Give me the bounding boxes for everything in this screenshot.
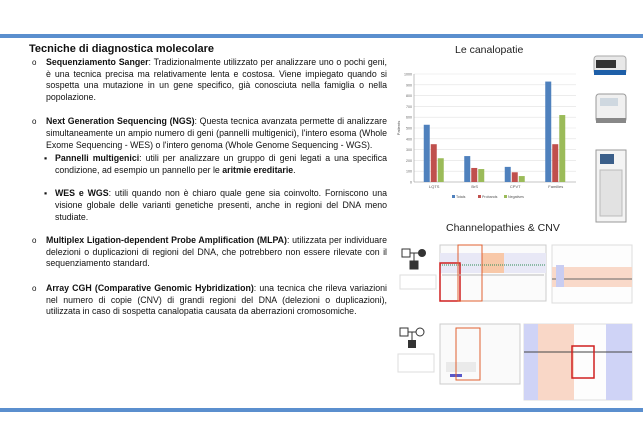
item-text: : utilizzata per individuare delezioni o duplicazioni di regioni del DNA, che potrebbero non essere rilevate con il sequenziamento standard. [46, 235, 388, 269]
sub-text-end: . [293, 164, 296, 175]
list-item-array-cgh [29, 283, 387, 318]
bar [478, 169, 484, 182]
bar [559, 115, 565, 182]
x-tick-label: BrS [471, 184, 479, 189]
y-tick-label: 500 [406, 126, 412, 131]
y-tick-label: 0 [410, 180, 412, 185]
item-text: : Tradizionalmente utilizzato per analizzare uno o pochi geni, è una tecnica precisa ma relativamente lenta e costosa. Viene impiegato quando si sospetta una mutazione in un gene specifico, già conosciuta nella famiglia o nella popolazione. [46, 57, 387, 102]
bottom-divider [0, 408, 643, 412]
bar-chart [394, 68, 584, 220]
bar [512, 172, 518, 182]
y-tick-label: 200 [406, 158, 412, 163]
channelopathies-cnv-title: Channelopathies & CNV [446, 222, 560, 234]
sequencer-small-icon [594, 56, 626, 75]
y-tick-label: 1000 [404, 72, 412, 77]
item-heading: Next Generation Sequencing (NGS) [46, 116, 195, 127]
item-text: : Questa tecnica avanzata permette di analizzare simultaneamente un ampio numero di geni (pannelli multigenici), l'intero esoma (Whole Exome Sequencing - WES) o l'intero genoma (Whole Genome Sequencing - WGS). [46, 116, 387, 150]
bar [438, 158, 444, 182]
legend-swatch [504, 195, 507, 198]
bar [519, 176, 525, 182]
y-tick-label: 600 [406, 115, 412, 120]
legend-label: Totals [456, 195, 466, 199]
legend-label: Negatives [508, 195, 524, 199]
sub-heading: Pannelli multigenici [55, 153, 140, 164]
bar [505, 167, 511, 182]
bar [424, 125, 430, 182]
top-divider [0, 34, 643, 38]
cnv-figure-bottom [396, 322, 634, 406]
sequencer-large-icon [596, 150, 626, 222]
item-heading: Array CGH (Comparative Genomic Hybridization) [46, 282, 254, 293]
list-item-mlpa [29, 235, 387, 270]
bullet-icon: o [32, 117, 37, 127]
y-tick-label: 700 [406, 104, 412, 109]
item-text: : una tecnica che rileva variazioni nel numero di copie (CNV) di grandi regioni del DNA (delezioni o duplicazioni), utilizzata in caso di sospetta canalopatia causata da aberrazioni cromosomiche. [46, 282, 387, 317]
bullet-icon: o [32, 283, 37, 293]
sub-heading: WES e WGS [55, 188, 109, 199]
x-tick-label: LQTS [429, 184, 440, 189]
bar-chart-svg [394, 68, 584, 220]
item-heading: Sequenziamento Sanger [46, 57, 149, 67]
sub-text: : utili per analizzare un gruppo di geni legati a una specifica condizione, ad esempio un pannello per le [55, 153, 387, 175]
bar [545, 82, 551, 182]
x-tick-label: Families [548, 184, 564, 189]
bullet-icon: o [32, 236, 37, 246]
cnv-track [440, 324, 632, 400]
sub-item-wes-wgs [43, 188, 387, 223]
canalopathies-title: Le canalopatie [455, 44, 524, 56]
text-column [29, 43, 387, 318]
item-heading: Multiplex Ligation-dependent Probe Amplification (MLPA) [46, 235, 287, 246]
bar [471, 168, 477, 182]
list-item-sanger [29, 57, 387, 103]
square-bullet-icon: ▪ [44, 153, 48, 164]
cnv-track [440, 245, 632, 303]
sub-item-panels [43, 153, 387, 176]
legend-swatch [478, 195, 481, 198]
legend-swatch [452, 195, 455, 198]
y-tick-label: 900 [406, 83, 412, 88]
pedigree-icon [398, 328, 434, 372]
bar [431, 144, 437, 182]
sequencer-machines-image [590, 50, 632, 225]
cnv-figure-top [396, 243, 634, 305]
pedigree-icon [400, 249, 436, 289]
list-item-ngs [29, 116, 387, 151]
bar [552, 144, 558, 182]
legend-label: Probands [482, 195, 498, 199]
sub-text: : utili quando non è chiaro quale gene sia coinvolto. Forniscono una visione globale delle varianti genetiche presenti, anche in regioni del DNA meno studiate. [55, 188, 387, 222]
y-tick-label: 400 [406, 137, 412, 142]
square-bullet-icon: ▪ [44, 188, 48, 199]
y-tick-label: 300 [406, 148, 412, 153]
section-title: Tecniche di diagnostica molecolare [29, 43, 215, 55]
y-tick-label: 100 [406, 169, 412, 174]
y-axis-label: Patients [396, 120, 401, 136]
sub-emphasis: aritmie ereditarie [222, 164, 294, 175]
sequencer-medium-icon [596, 94, 626, 123]
bullet-icon: o [32, 58, 37, 67]
x-tick-label: CPVT [509, 184, 521, 189]
y-tick-label: 800 [406, 94, 412, 99]
bar [464, 156, 470, 182]
